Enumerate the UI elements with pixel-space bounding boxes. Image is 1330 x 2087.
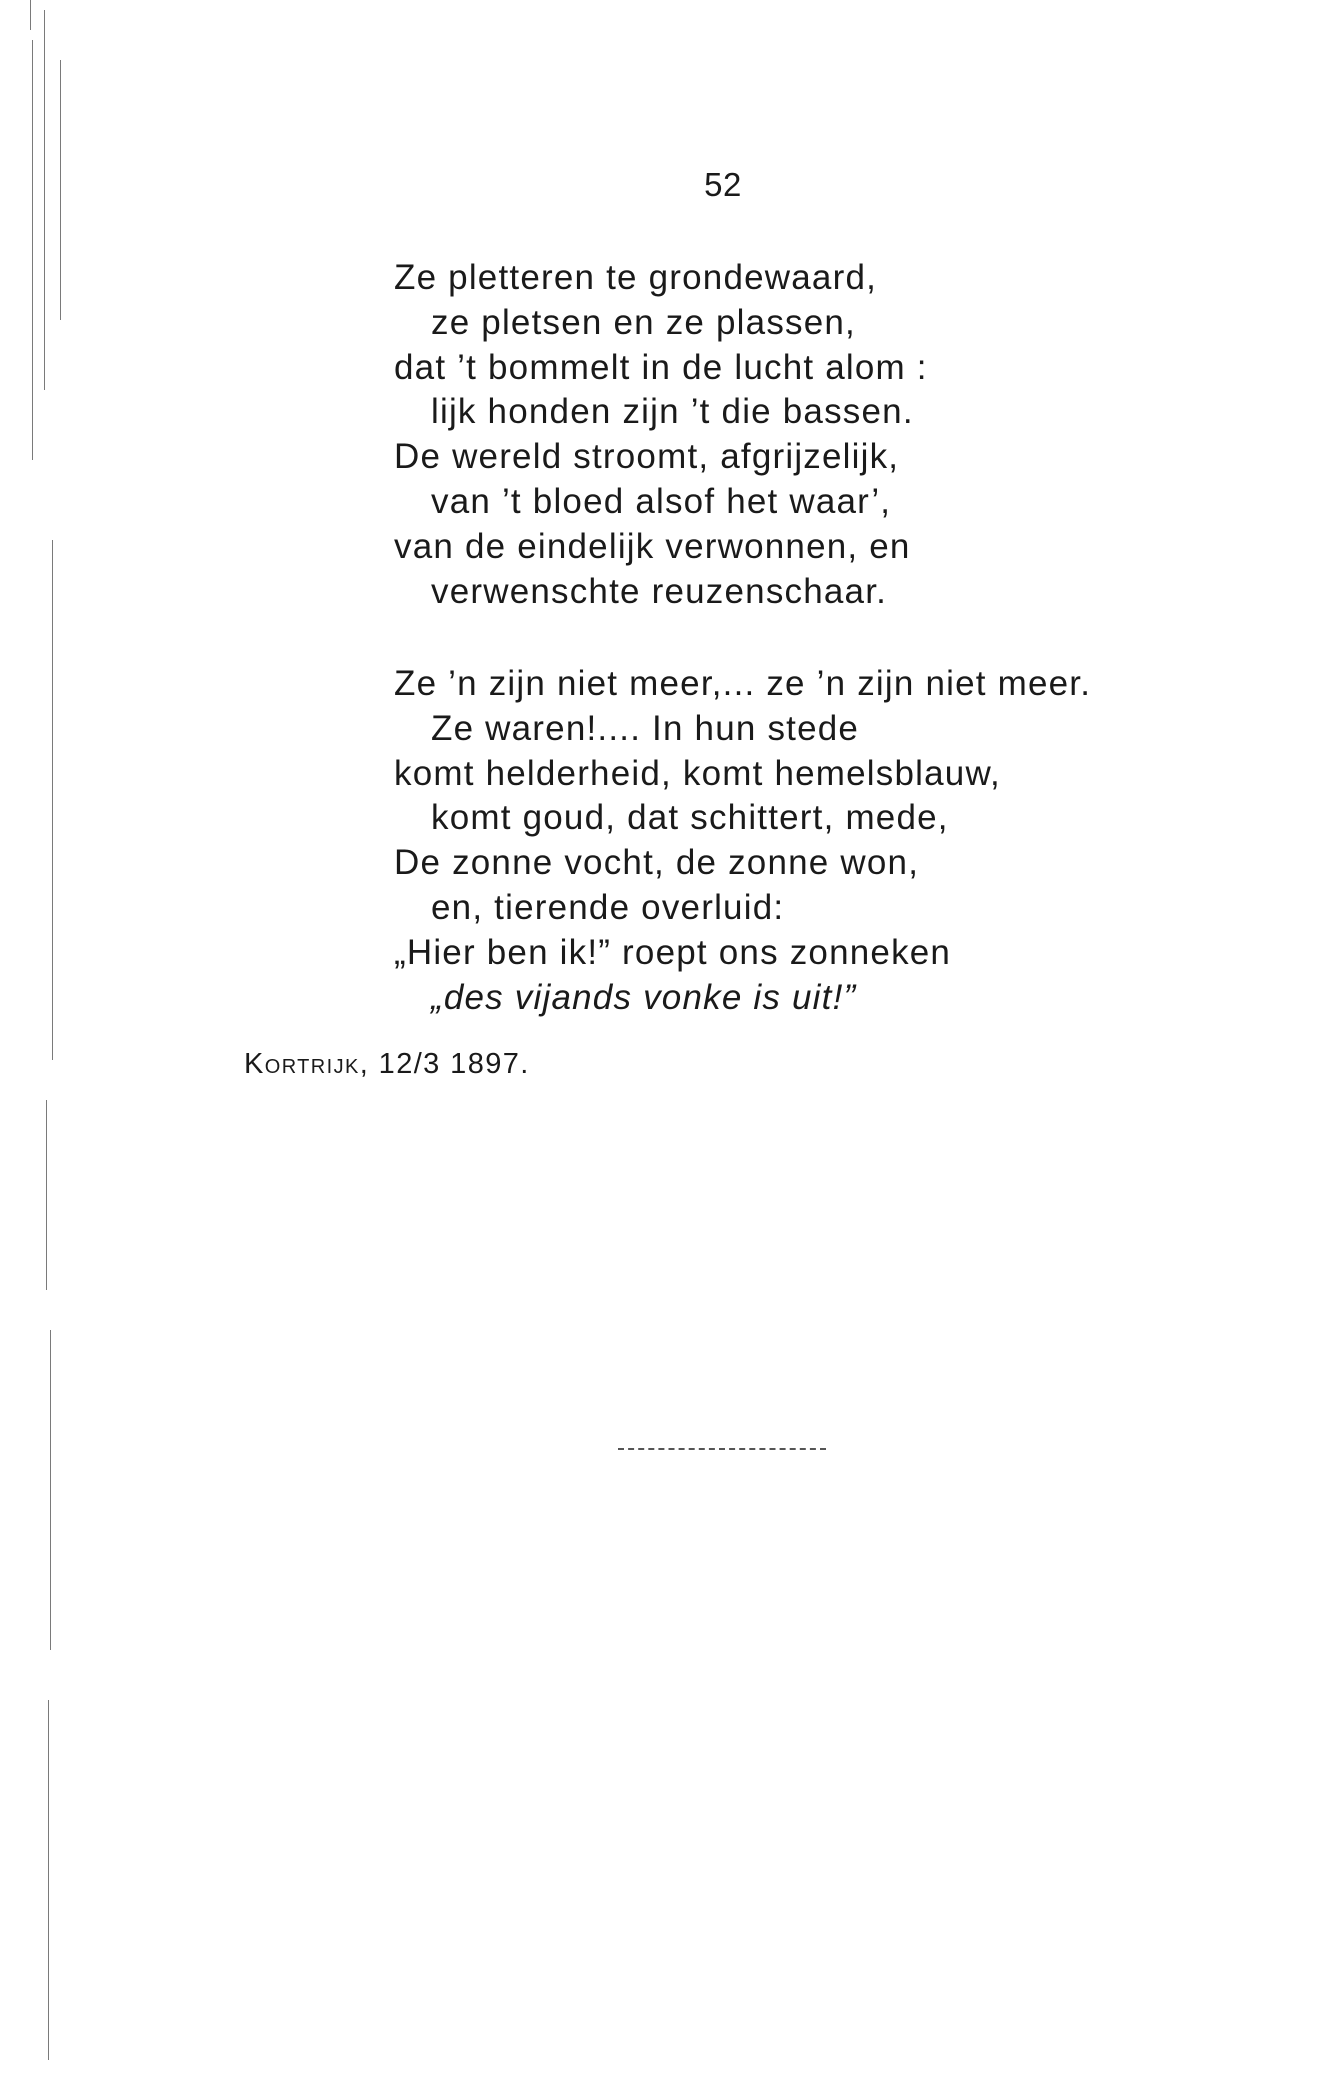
poem-line: verwenschte reuzenschaar.: [431, 571, 888, 611]
page-number: 52: [704, 166, 742, 203]
poem-line: dat ’t bommelt in de lucht alom :: [394, 347, 928, 387]
poem-stanza-1: [394, 256, 928, 614]
poem-line: van ’t bloed alsof het waar’,: [431, 481, 892, 521]
poem-line: Ze ’n zijn niet meer,... ze ’n zijn niet meer.: [394, 664, 1092, 703]
signature-line: [244, 1048, 530, 1081]
poem-line: ze pletsen en ze plassen,: [431, 302, 856, 342]
poem-line: komt goud, dat schittert, mede,: [431, 798, 949, 838]
poem-line: „Hier ben ik!” roept ons zonneken: [394, 932, 952, 972]
poem-line: Ze pletteren te grondewaard,: [394, 258, 878, 297]
poem-line: De zonne vocht, de zonne won,: [394, 843, 920, 883]
section-divider-rule: [618, 1448, 826, 1450]
poem-line: van de eindelijk verwonnen, en: [394, 526, 911, 566]
poem-line: De wereld stroomt, afgrijzelijk,: [394, 437, 900, 477]
poem-line: Ze waren!.... In hun stede: [431, 708, 860, 748]
poem-line: en, tierende overluid:: [431, 887, 785, 927]
poem-line: „des vijands vonke is uit!”: [431, 977, 857, 1017]
signature-place: Kortrijk,: [244, 1048, 370, 1080]
poem-line: lijk honden zijn ’t die bassen.: [431, 392, 914, 432]
poem-line: komt helderheid, komt hemelsblauw,: [394, 753, 1001, 793]
poem-stanza-2: [394, 662, 1091, 1020]
signature-date: 12/3 1897.: [378, 1048, 530, 1080]
scan-margin-marks: [22, 0, 82, 2087]
